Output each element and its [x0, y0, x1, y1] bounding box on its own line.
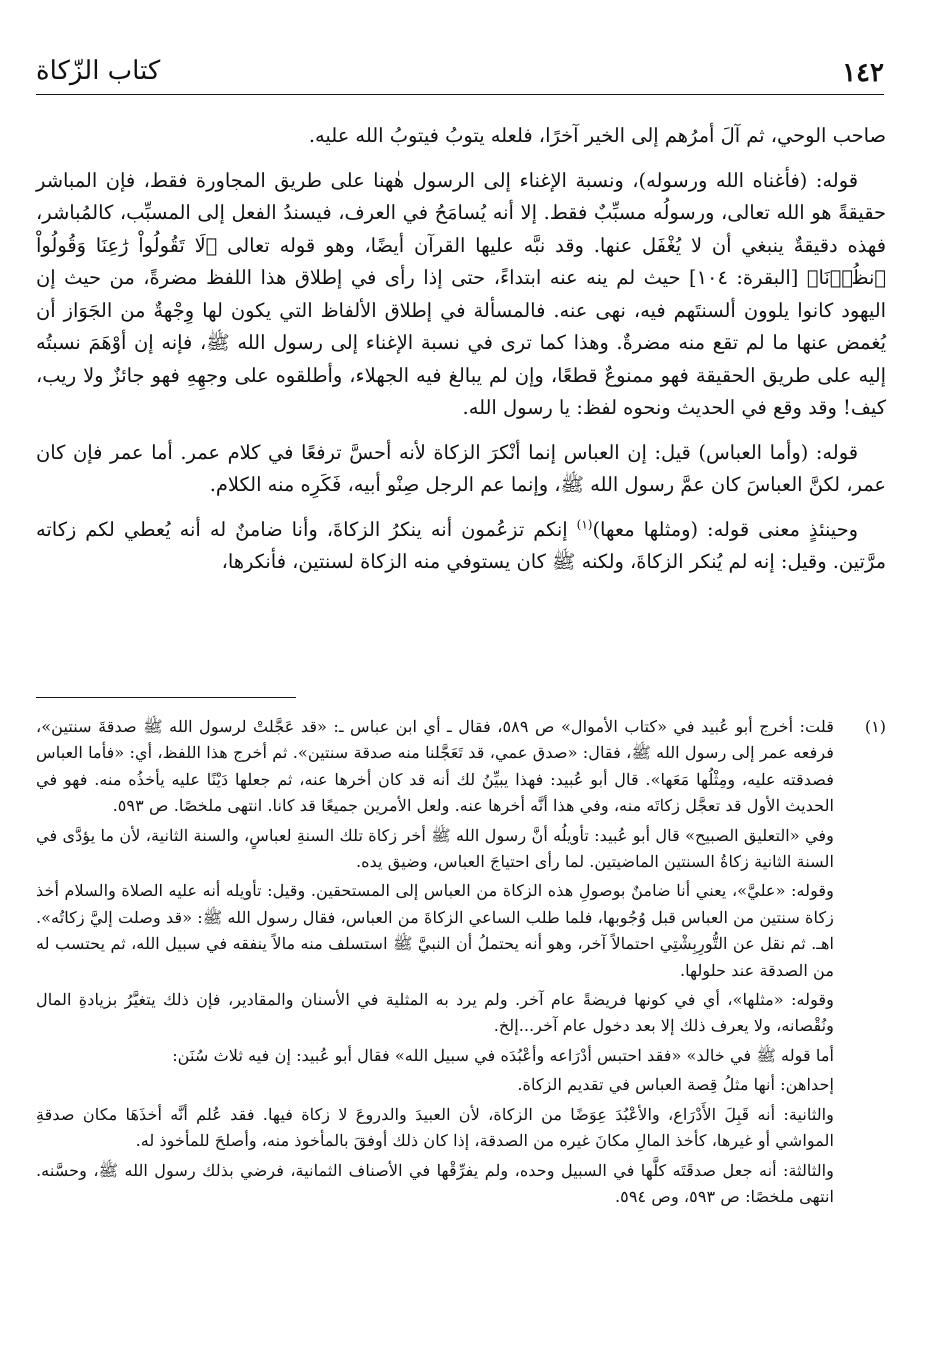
page-number: ١٤٢ — [842, 58, 884, 88]
footnote-paragraph: وفي «التعليق الصبيح» قال أبو عُبيد: تأويلُه أنَّ رسول الله ﷺ أخر زكاة تلك السنةِ لعباسٍ، والسنة الثانية، لأن ما يؤدَّى في السنة الثانية زكاةُ السنتين الماضيتين. لما رأى احتياجَ العباس، وضيق يده. — [36, 825, 834, 872]
main-paragraph-4-end: إنكم تزعُمون أنه ينكرُ الزكاةَ، وأنا ضامنٌ له أنه يُعطي لكم زكاته مرَّتين. وقيل: إنه لم يُنكر الزكاةَ، ولكنه ﷺ كان يستوفي منه الزكاة لسنتين، فأنكرها، — [36, 517, 886, 573]
footnote-separator — [36, 697, 296, 698]
main-text — [36, 120, 886, 591]
footnote-paragraph: قلت: أخرج أبو عُبيد في «كتاب الأموال» ص ٥٨٩، فقال ـ أي ابن عباس ـ: «قد عَجَّلتْ لرسول الله ﷺ صدقةَ سنتين»، فرفعه عمر إلى رسول الله ﷺ، فقال: «صدق عمي، قد تَعَجَّلنا منه صدقة سنتين». ثم أخرج هذا اللفظ، أي: «فأما العباس فصدقته عليه، ومِثْلُها مَعَها». قال أبو عُبيد: فهذا يبيِّنُ لك أنه قد كان أخرها عنه، ثم جعلها دَيْنًا عليه يأخذُه منه. فهو في الحديث الأول قد تعجَّل زكاتَه منه، وفي هذا أنَّه أخرها عنه. ولعل الأمرين جميعًا قد كانا. انتهى ملخصًا. ص ٥٩٣. — [36, 717, 835, 816]
footnote-reference[interactable]: (١) — [576, 517, 593, 532]
footnote-marker: (١) — [864, 717, 886, 736]
footnote-1 — [36, 714, 886, 1213]
main-paragraph-2: قوله: (فأغناه الله ورسوله)، ونسبة الإغناء إلى الرسول هٰهنا على طريق المجاورة فقط، فإن المباشر حقيقةً هو الله تعالى، ورسولُه مسبِّبٌ فقط. إلا أنه يُسامَحُ في العرف، فيسندُ الفعل إلى المسبِّب، كالمُباشر، فهذه دقيقةٌ ينبغي أن لا يُغْفَل عنها. وقد نبَّه عليها القرآن أيضًا، وهو قوله تعالى ﴿لَا تَقُولُواْ رَٰعِنَا وَقُولُواْ ٱنظُرۡنَا﴾ [البقرة: ١٠٤] حيث لم ينه عنه ابتداءً، حتى إذا رأى في إطلاق هذا اللفظ مضرةً، من حيث إن اليهود كانوا يلوون ألسنتَهم فيه، نهى عنه. فالمسألة في إطلاق الألفاظ التي يكون لها وِجْهةٌ من الجَوَاز أن يُغمض عنها ما لم تقع منه مضرةٌ. وهذا كما ترى في نسبة الإغناء إلى رسول الله ﷺ، فإنه إن أوْهَمَ نسبتُه إليه على طريق الحقيقة فهو ممنوعٌ قطعًا، وإن لم يبالغ فيه الجهلاء، وأطلقوه على وجهِهِ فهو جائزٌ ولا ريب، كيف! وقد وقع في الحديث ونحوه لفظ: يا رسول الله. — [36, 168, 886, 419]
footnote-paragraph: وقوله: «مثلها»، أي في كونها فريضةً عام آخر. ولم يرد به المثلية في الأسنان والمقادير، فإن ذلك يتغيَّرُ بزيادةِ المال ونُقْصانه، ولا يعرف ذلك إلا بعد دخول عام آخر...إلخ. — [36, 990, 834, 1036]
main-paragraph-1: صاحب الوحي، ثم آلَ أمرُهم إلى الخير آخرًا، فلعله يتوبُ فيتوبُ الله عليه. — [308, 124, 886, 147]
book-title: كتاب الزّكاة — [36, 56, 161, 86]
main-paragraph-4-start: وحينئذٍ معنى قوله: (ومثلها معها) — [592, 517, 858, 541]
footnote-paragraph: والثالثة: أنه جعل صدقَتَه كلَّها في السبيل وحده، ولم يفرِّقْها في الأصناف الثمانية، فرضي بذلك رسول الله ﷺ، وحسَّنه. انتهى ملخصًا: ص ٥٩٣، وص ٥٩٤. — [36, 1160, 834, 1206]
footnote-paragraph: إحداهن: أنها مثلُ قِصة العباس في تقديم الزكاة. — [517, 1075, 834, 1095]
footnote-paragraph: وقوله: «عليَّ»، يعني أنا ضامنٌ بوصولِ هذه الزكاة من العباس إلى المستحقين. وقيل: تأويله أنه عليه الصلاة والسلام أخذ زكاة سنتين من العباس قبل وُجُوبها، فلما طلب الساعي الزكاةَ من العباس، فقال رسول الله ﷺ: «قد وصلت إليَّ زكاتُه». اهـ. ثم نقل عن التُّورِبِشْتِي احتمالاً آخر، وهو أنه يحتملُ أن النبيَّ ﷺ استسلف منه مالاً ينفقه في سبيل الله، ثم يحتسب له من الصدقة عند حلولها. — [36, 881, 834, 980]
footnotes — [36, 714, 886, 1213]
main-paragraph-4 — [36, 514, 886, 579]
running-header — [36, 52, 884, 95]
footnote-paragraph: أما قوله ﷺ في خالد» «فقد احتبس أدْرَاعه وأعْبُدَه في سبيل الله» فقال أبو عُبيد: إن فيه ثلاث سُنَن: — [172, 1045, 834, 1065]
footnote-body — [36, 714, 834, 1213]
footnote-paragraph: والثانية: أنه قَبِلَ الأَدْرَاع، والأعْبُدَ عِوَضًا من الزكاة، لأن العبيدَ والدروعَ لا زكاة فيها. فقد عُلم أنَّه أخذَهَا مكان صدقةِ المواشي أو غيرها، كأخذ المالِ مكانَ غيره من الصدقة، إذا كان ذلك أوفقَ بالمأخوذ منه، وأصلحَ للمأخوذ له. — [36, 1104, 834, 1151]
main-paragraph-3: قوله: (وأما العباس) قيل: إن العباس إنما أنْكرَ الزكاة لأنه أحسَّ ترفعًا في كلام عمر. أما عمر فإن كان عمر، لكنَّ العباسَ كان عمَّ رسول الله ﷺ، وإنما عم الرجل صِنْو أبيه، فَكَرِه منه الكلام. — [36, 440, 886, 496]
